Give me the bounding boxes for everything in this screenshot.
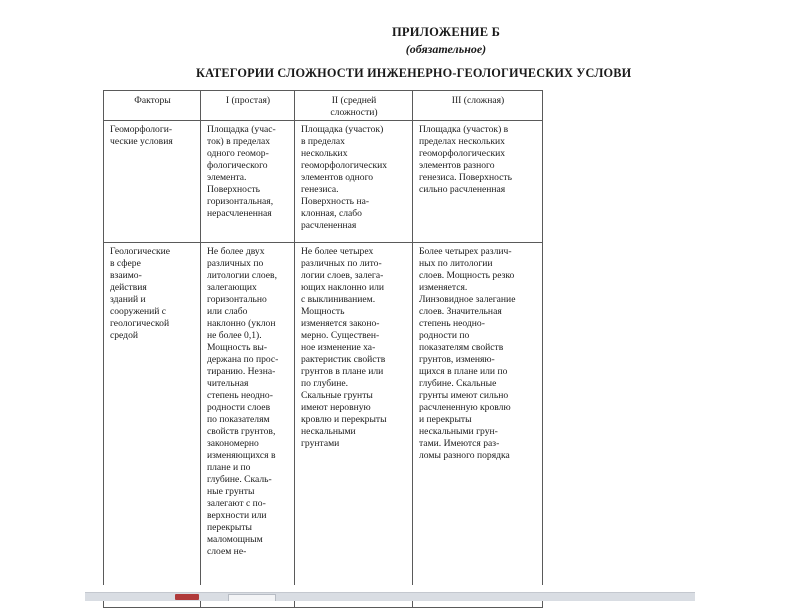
document-header xyxy=(0,0,800,92)
medium-cell: Не более четырех различных по лито- логии слоев, залега- ющих наклонно или с выклиниванием. Мощность изменяется законо- мерно. Существен- ное изменение ха- рактеристик свойств грунтов в плане или по глубине. Скальные грунты имеют неровную кровлю и перекрыты нескальными грунтами xyxy=(295,243,413,608)
factor-cell: Геоморфологи- ческие условия xyxy=(104,121,201,243)
complex-cell: Площадка (участок) в пределах нескольких геоморфологических элементов разного генезиса. Поверхность сильно расчлененная xyxy=(413,121,543,243)
factor-cell: Геологические в сфере взаимо- действия зданий и сооружений с геологической средой xyxy=(104,243,201,608)
table-header-row xyxy=(104,91,543,121)
appendix-title: ПРИЛОЖЕНИЕ Б xyxy=(391,25,501,39)
medium-cell: Площадка (участок) в пределах нескольких геоморфологических элементов одного генезиса. Поверхность на- клонная, слабо расчлененная xyxy=(295,121,413,243)
header-factors: Факторы xyxy=(104,91,201,121)
simple-cell: Площадка (учас- ток) в пределах одного геомор- фологического элемента. Поверхность горизонтальная, нерасчлененная xyxy=(201,121,295,243)
simple-cell: Не более двух различных по литологии слоев, залегающих горизонтально или слабо наклонно (уклон не более 0,1). Мощность вы- держана по прос- тиранию. Незна- чительная степень неодно- родности слоев по показателям свойств грунтов, закономерно изменяющихся в плане и по глубине. Скаль- ные грунты залегают с по- верхности или перекрыты маломощным слоем не- xyxy=(201,243,295,608)
table-row xyxy=(104,243,543,608)
app-icon[interactable] xyxy=(175,594,199,600)
header-simple: I (простая) xyxy=(201,91,295,121)
header-complex: III (сложная) xyxy=(413,91,543,121)
appendix-status: (обязательное) xyxy=(405,42,487,56)
complex-cell: Более четырех различ- ных по литологии слоев. Мощность резко изменяется. Линзовидное залегание слоев. Значительная степень неодно- родности по показателям свойств грунтов, изменяю- щихся в плане или по глубине. Скальные грунты имеют сильно расчлененную кровлю и перекрыты нескальными грун- тами. Имеются раз- ломы разного порядка xyxy=(413,243,543,608)
header-medium: II (средней сложности) xyxy=(295,91,413,121)
table-title: КАТЕГОРИИ СЛОЖНОСТИ ИНЖЕНЕРНО-ГЕОЛОГИЧЕСКИХ УСЛОВИ xyxy=(196,66,632,80)
complexity-table xyxy=(103,90,543,608)
table-row xyxy=(104,121,543,243)
